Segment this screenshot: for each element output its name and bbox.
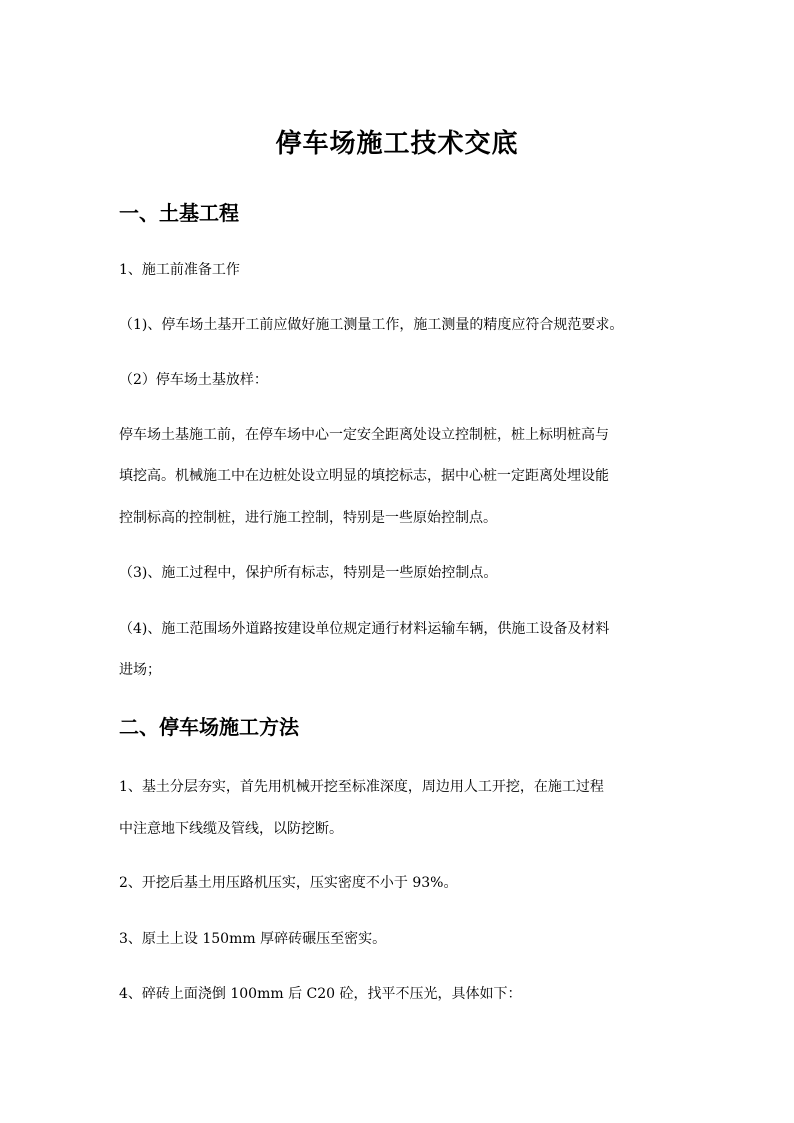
document-title: 停车场施工技术交底 [275,129,519,159]
paragraph-5-line-1: （4)、施工范围场外道路按建设单位规定通行材料运输车辆，供施工设备及材料 [119,621,610,637]
paragraph-5-line-2: 进场； [119,662,161,678]
paragraph-1: （1)、停车场土基开工前应做好施工测量工作，施工测量的精度应符合规范要求。 [119,317,624,333]
section-heading-1: 一、土基工程 [119,201,239,225]
paragraph-3-line-2: 填挖高。机械施工中在边桩处设立明显的填挖标志，据中心桩一定距离处埋设能 [119,468,609,484]
paragraph-4: （3)、施工过程中，保护所有标志，特别是一些原始控制点。 [119,565,498,581]
paragraph-3-line-3: 控制标高的控制桩，进行施工控制，特别是一些原始控制点。 [119,510,497,526]
section-heading-2: 二、停车场施工方法 [119,715,299,739]
paragraph-2: （2）停车场土基放样： [119,372,268,388]
method-item-4: 4、碎砖上面浇倒 100mm 后 C20 砼，找平不压光，具体如下： [119,986,522,1002]
method-item-1-line-1: 1、基土分层夯实，首先用机械开挖至标准深度，周边用人工开挖，在施工过程 [119,779,604,795]
subsection-item-1: 1、施工前准备工作 [119,262,240,278]
method-item-2: 2、开挖后基土用压路机压实，压实密度不小于 93%。 [119,875,458,891]
method-item-1-line-2: 中注意地下线缆及管线，以防挖断。 [119,821,343,837]
paragraph-3-line-1: 停车场土基施工前，在停车场中心一定安全距离处设立控制桩，桩上标明桩高与 [119,427,609,443]
method-item-3: 3、原土上设 150mm 厚碎砖碾压至密实。 [119,931,387,947]
